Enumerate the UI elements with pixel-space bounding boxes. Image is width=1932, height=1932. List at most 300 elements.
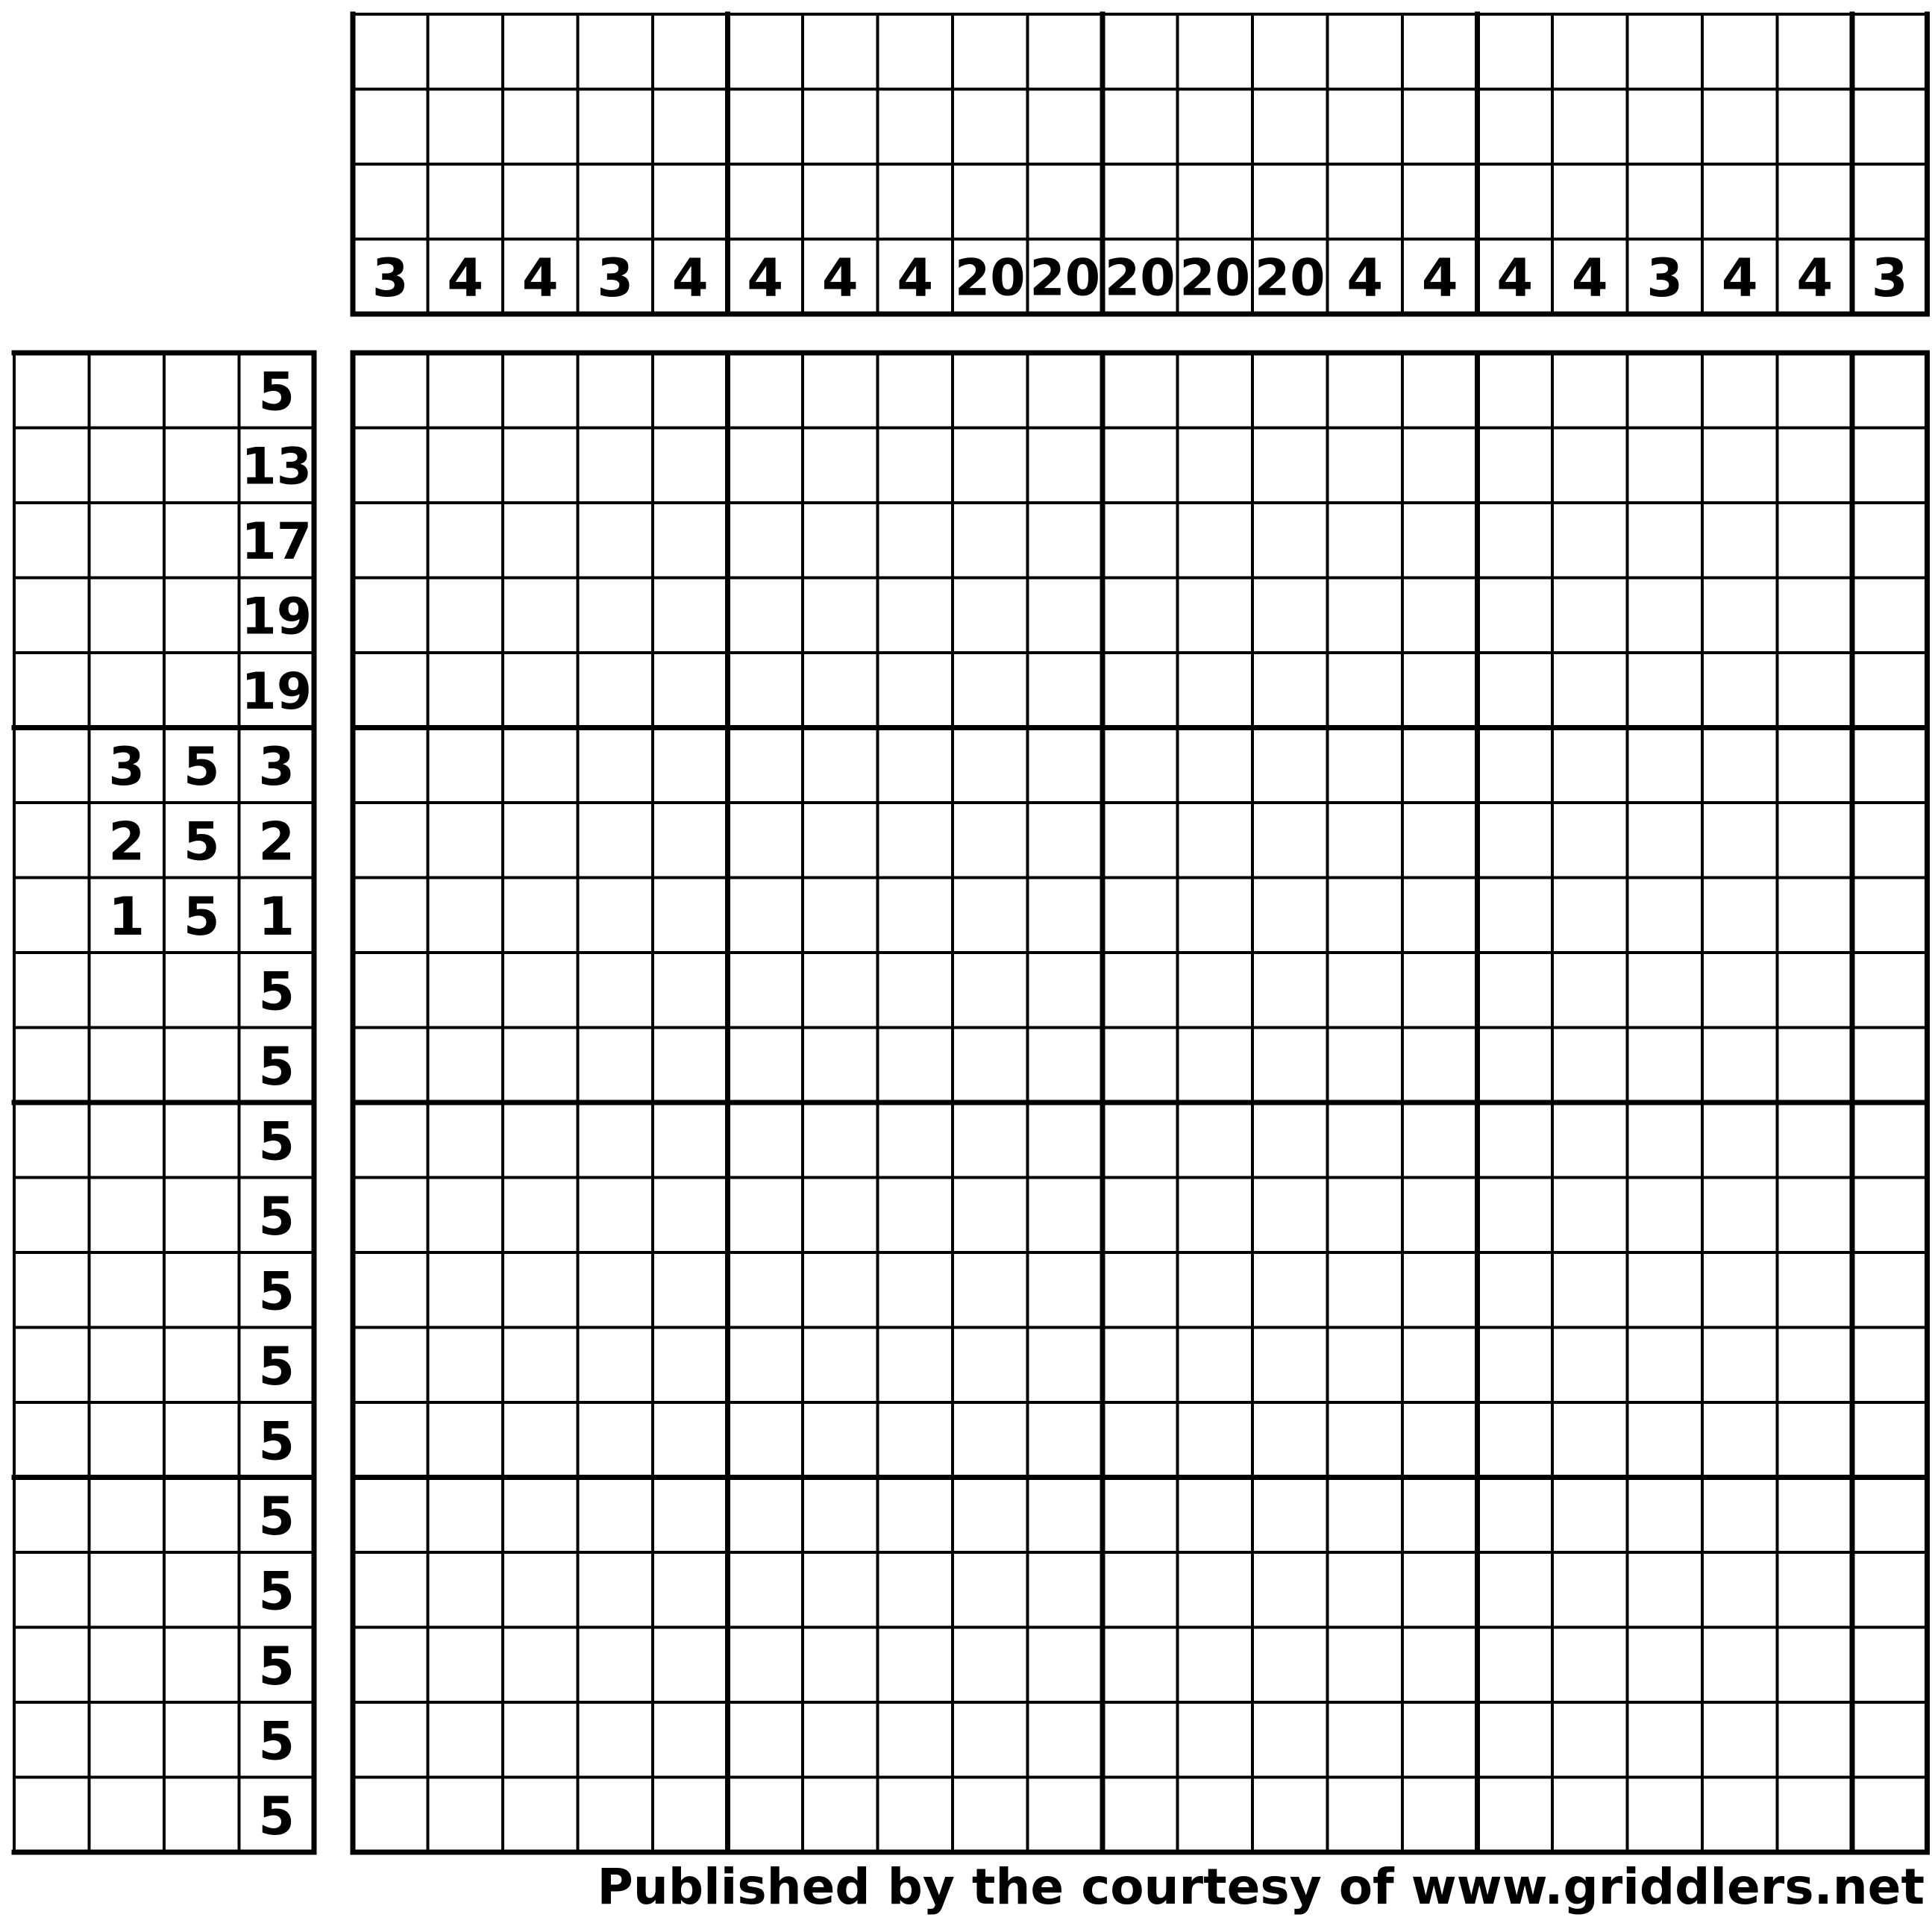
grid-cell[interactable]: [1103, 728, 1178, 803]
grid-cell[interactable]: [953, 503, 1028, 578]
grid-cell[interactable]: [803, 1328, 878, 1403]
grid-cell[interactable]: [953, 803, 1028, 878]
grid-cell[interactable]: [1328, 728, 1403, 803]
grid-cell[interactable]: [1852, 1028, 1928, 1103]
grid-cell[interactable]: [1028, 1628, 1103, 1703]
grid-cell[interactable]: [353, 578, 428, 653]
grid-cell[interactable]: [1252, 653, 1328, 728]
grid-cell[interactable]: [803, 1552, 878, 1628]
grid-cell[interactable]: [1178, 1028, 1253, 1103]
grid-cell[interactable]: [878, 1702, 953, 1778]
grid-cell[interactable]: [1178, 1628, 1253, 1703]
grid-cell[interactable]: [1103, 878, 1178, 953]
grid-cell[interactable]: [578, 878, 653, 953]
grid-cell[interactable]: [1252, 1778, 1328, 1853]
grid-cell[interactable]: [1103, 1328, 1178, 1403]
grid-cell[interactable]: [578, 653, 653, 728]
grid-cell[interactable]: [1702, 1552, 1778, 1628]
grid-cell[interactable]: [728, 1328, 803, 1403]
grid-cell[interactable]: [1628, 1328, 1703, 1403]
grid-cell[interactable]: [878, 1328, 953, 1403]
grid-cell[interactable]: [1778, 953, 1853, 1028]
grid-cell[interactable]: [1778, 428, 1853, 504]
grid-cell[interactable]: [953, 878, 1028, 953]
grid-cell[interactable]: [1252, 1178, 1328, 1253]
grid-cell[interactable]: [503, 1028, 578, 1103]
grid-cell[interactable]: [1778, 728, 1853, 803]
grid-cell[interactable]: [578, 1178, 653, 1253]
grid-cell[interactable]: [503, 653, 578, 728]
grid-cell[interactable]: [803, 1028, 878, 1103]
grid-cell[interactable]: [1402, 1702, 1478, 1778]
grid-cell[interactable]: [578, 1028, 653, 1103]
grid-cell[interactable]: [503, 728, 578, 803]
grid-cell[interactable]: [353, 728, 428, 803]
grid-cell[interactable]: [353, 1028, 428, 1103]
grid-cell[interactable]: [1103, 653, 1178, 728]
grid-cell[interactable]: [803, 1178, 878, 1253]
grid-cell[interactable]: [1103, 1778, 1178, 1853]
grid-cell[interactable]: [653, 428, 728, 504]
grid-cell[interactable]: [728, 428, 803, 504]
grid-cell[interactable]: [1103, 953, 1178, 1028]
grid-cell[interactable]: [728, 1178, 803, 1253]
grid-cell[interactable]: [1702, 653, 1778, 728]
grid-cell[interactable]: [1028, 803, 1103, 878]
grid-cell[interactable]: [728, 1702, 803, 1778]
grid-cell[interactable]: [878, 1778, 953, 1853]
grid-cell[interactable]: [428, 1402, 504, 1478]
grid-cell[interactable]: [653, 878, 728, 953]
grid-cell[interactable]: [728, 1778, 803, 1853]
grid-cell[interactable]: [353, 1628, 428, 1703]
grid-cell[interactable]: [728, 1478, 803, 1553]
grid-cell[interactable]: [353, 953, 428, 1028]
grid-cell[interactable]: [1778, 1328, 1853, 1403]
grid-cell[interactable]: [1028, 1402, 1103, 1478]
grid-cell[interactable]: [1178, 728, 1253, 803]
grid-cell[interactable]: [578, 578, 653, 653]
grid-cell[interactable]: [953, 653, 1028, 728]
grid-cell[interactable]: [578, 1552, 653, 1628]
grid-cell[interactable]: [1852, 1778, 1928, 1853]
grid-cell[interactable]: [1852, 1628, 1928, 1703]
grid-cell[interactable]: [1252, 1028, 1328, 1103]
grid-cell[interactable]: [1252, 878, 1328, 953]
grid-cell[interactable]: [878, 728, 953, 803]
grid-cell[interactable]: [1103, 1028, 1178, 1103]
grid-cell[interactable]: [653, 578, 728, 653]
grid-cell[interactable]: [878, 578, 953, 653]
grid-cell[interactable]: [1702, 953, 1778, 1028]
grid-cell[interactable]: [1103, 1103, 1178, 1178]
grid-cell[interactable]: [653, 1402, 728, 1478]
grid-cell[interactable]: [578, 1402, 653, 1478]
grid-cell[interactable]: [728, 1103, 803, 1178]
grid-cell[interactable]: [1852, 353, 1928, 428]
grid-cell[interactable]: [1478, 1178, 1553, 1253]
grid-cell[interactable]: [1402, 953, 1478, 1028]
grid-cell[interactable]: [353, 1552, 428, 1628]
grid-cell[interactable]: [1252, 803, 1328, 878]
grid-cell[interactable]: [803, 1778, 878, 1853]
grid-cell[interactable]: [1702, 1778, 1778, 1853]
grid-cell[interactable]: [1328, 578, 1403, 653]
grid-cell[interactable]: [353, 353, 428, 428]
grid-cell[interactable]: [803, 803, 878, 878]
grid-cell[interactable]: [728, 953, 803, 1028]
grid-cell[interactable]: [653, 353, 728, 428]
grid-cell[interactable]: [578, 1478, 653, 1553]
grid-cell[interactable]: [353, 1778, 428, 1853]
grid-cell[interactable]: [1702, 1478, 1778, 1553]
grid-cell[interactable]: [1328, 1628, 1403, 1703]
grid-cell[interactable]: [1702, 1402, 1778, 1478]
grid-cell[interactable]: [653, 803, 728, 878]
grid-cell[interactable]: [428, 1178, 504, 1253]
grid-cell[interactable]: [353, 803, 428, 878]
grid-cell[interactable]: [803, 953, 878, 1028]
grid-cell[interactable]: [653, 1778, 728, 1853]
grid-cell[interactable]: [1702, 353, 1778, 428]
grid-cell[interactable]: [728, 1552, 803, 1628]
grid-cell[interactable]: [803, 1402, 878, 1478]
grid-cell[interactable]: [1628, 1402, 1703, 1478]
grid-cell[interactable]: [1628, 653, 1703, 728]
grid-cell[interactable]: [1852, 578, 1928, 653]
grid-cell[interactable]: [1028, 1778, 1103, 1853]
grid-cell[interactable]: [653, 1028, 728, 1103]
grid-cell[interactable]: [953, 1178, 1028, 1253]
grid-cell[interactable]: [1402, 878, 1478, 953]
grid-cell[interactable]: [1628, 428, 1703, 504]
grid-cell[interactable]: [953, 353, 1028, 428]
grid-cell[interactable]: [1852, 653, 1928, 728]
grid-cell[interactable]: [728, 1252, 803, 1328]
grid-cell[interactable]: [653, 953, 728, 1028]
grid-cell[interactable]: [953, 1702, 1028, 1778]
grid-cell[interactable]: [1778, 1552, 1853, 1628]
grid-cell[interactable]: [1852, 1103, 1928, 1178]
grid-cell[interactable]: [503, 953, 578, 1028]
grid-cell[interactable]: [1628, 1778, 1703, 1853]
grid-cell[interactable]: [653, 1103, 728, 1178]
grid-cell[interactable]: [1778, 578, 1853, 653]
grid-cell[interactable]: [578, 1103, 653, 1178]
grid-cell[interactable]: [1702, 1028, 1778, 1103]
grid-cell[interactable]: [1552, 1178, 1628, 1253]
grid-cell[interactable]: [653, 1702, 728, 1778]
grid-cell[interactable]: [1028, 1328, 1103, 1403]
grid-cell[interactable]: [953, 728, 1028, 803]
grid-cell[interactable]: [803, 878, 878, 953]
grid-cell[interactable]: [1028, 1552, 1103, 1628]
grid-cell[interactable]: [1328, 803, 1403, 878]
grid-cell[interactable]: [1552, 1328, 1628, 1403]
grid-cell[interactable]: [1628, 578, 1703, 653]
grid-cell[interactable]: [1628, 1702, 1703, 1778]
grid-cell[interactable]: [428, 953, 504, 1028]
grid-cell[interactable]: [1552, 953, 1628, 1028]
grid-cell[interactable]: [1552, 1028, 1628, 1103]
grid-cell[interactable]: [1628, 878, 1703, 953]
grid-cell[interactable]: [878, 1478, 953, 1553]
grid-cell[interactable]: [953, 578, 1028, 653]
grid-cell[interactable]: [1852, 1402, 1928, 1478]
grid-cell[interactable]: [1702, 503, 1778, 578]
grid-cell[interactable]: [1103, 428, 1178, 504]
grid-cell[interactable]: [1852, 878, 1928, 953]
grid-cell[interactable]: [1328, 953, 1403, 1028]
grid-cell[interactable]: [1103, 1702, 1178, 1778]
grid-cell[interactable]: [1628, 953, 1703, 1028]
grid-cell[interactable]: [878, 1628, 953, 1703]
grid-cell[interactable]: [1103, 353, 1178, 428]
grid-cell[interactable]: [503, 878, 578, 953]
grid-cell[interactable]: [653, 1552, 728, 1628]
grid-cell[interactable]: [1552, 728, 1628, 803]
grid-cell[interactable]: [1852, 1328, 1928, 1403]
grid-cell[interactable]: [1178, 878, 1253, 953]
grid-cell[interactable]: [1402, 1178, 1478, 1253]
grid-cell[interactable]: [653, 1328, 728, 1403]
grid-cell[interactable]: [1702, 1702, 1778, 1778]
grid-cell[interactable]: [1702, 803, 1778, 878]
grid-cell[interactable]: [503, 1252, 578, 1328]
grid-cell[interactable]: [1028, 1252, 1103, 1328]
grid-cell[interactable]: [1178, 1252, 1253, 1328]
grid-cell[interactable]: [1778, 1778, 1853, 1853]
grid-cell[interactable]: [1478, 1028, 1553, 1103]
grid-cell[interactable]: [1628, 1628, 1703, 1703]
grid-cell[interactable]: [878, 653, 953, 728]
grid-cell[interactable]: [503, 503, 578, 578]
grid-cell[interactable]: [353, 1252, 428, 1328]
grid-cell[interactable]: [1702, 1328, 1778, 1403]
grid-cell[interactable]: [1702, 1103, 1778, 1178]
grid-cell[interactable]: [1552, 1552, 1628, 1628]
grid-cell[interactable]: [1178, 803, 1253, 878]
grid-cell[interactable]: [803, 728, 878, 803]
grid-cell[interactable]: [728, 503, 803, 578]
grid-cell[interactable]: [878, 1552, 953, 1628]
grid-cell[interactable]: [428, 1778, 504, 1853]
grid-cell[interactable]: [1328, 1702, 1403, 1778]
grid-cell[interactable]: [1103, 578, 1178, 653]
grid-cell[interactable]: [953, 1628, 1028, 1703]
grid-cell[interactable]: [1178, 1328, 1253, 1403]
grid-cell[interactable]: [1328, 353, 1403, 428]
grid-cell[interactable]: [578, 1702, 653, 1778]
grid-cell[interactable]: [953, 1252, 1028, 1328]
grid-cell[interactable]: [1028, 1478, 1103, 1553]
grid-cell[interactable]: [1478, 1328, 1553, 1403]
grid-cell[interactable]: [1252, 728, 1328, 803]
grid-cell[interactable]: [1028, 353, 1103, 428]
grid-cell[interactable]: [1552, 503, 1628, 578]
grid-cell[interactable]: [503, 353, 578, 428]
grid-cell[interactable]: [1552, 1778, 1628, 1853]
grid-cell[interactable]: [1028, 728, 1103, 803]
grid-cell[interactable]: [1103, 1252, 1178, 1328]
grid-cell[interactable]: [1103, 1178, 1178, 1253]
grid-cell[interactable]: [1478, 1478, 1553, 1553]
grid-cell[interactable]: [803, 1702, 878, 1778]
grid-cell[interactable]: [1478, 1552, 1553, 1628]
grid-cell[interactable]: [1328, 1252, 1403, 1328]
grid-cell[interactable]: [953, 428, 1028, 504]
grid-cell[interactable]: [1778, 1478, 1853, 1553]
grid-cell[interactable]: [953, 1103, 1028, 1178]
grid-cell[interactable]: [803, 653, 878, 728]
grid-cell[interactable]: [428, 353, 504, 428]
grid-cell[interactable]: [1028, 1702, 1103, 1778]
grid-cell[interactable]: [1028, 878, 1103, 953]
grid-cell[interactable]: [878, 803, 953, 878]
grid-cell[interactable]: [878, 503, 953, 578]
grid-cell[interactable]: [428, 1702, 504, 1778]
grid-cell[interactable]: [1178, 578, 1253, 653]
grid-cell[interactable]: [1778, 1252, 1853, 1328]
grid-cell[interactable]: [1402, 1478, 1478, 1553]
grid-cell[interactable]: [1103, 1402, 1178, 1478]
grid-cell[interactable]: [578, 503, 653, 578]
grid-cell[interactable]: [953, 1552, 1028, 1628]
grid-cell[interactable]: [1552, 1478, 1628, 1553]
grid-cell[interactable]: [878, 1178, 953, 1253]
grid-cell[interactable]: [1402, 653, 1478, 728]
grid-cell[interactable]: [728, 353, 803, 428]
grid-cell[interactable]: [428, 503, 504, 578]
grid-cell[interactable]: [1478, 428, 1553, 504]
grid-cell[interactable]: [578, 1778, 653, 1853]
grid-cell[interactable]: [1178, 1103, 1253, 1178]
grid-cell[interactable]: [1328, 428, 1403, 504]
grid-cell[interactable]: [578, 953, 653, 1028]
grid-cell[interactable]: [1402, 1328, 1478, 1403]
grid-cell[interactable]: [1028, 953, 1103, 1028]
grid-cell[interactable]: [1478, 353, 1553, 428]
grid-cell[interactable]: [728, 803, 803, 878]
grid-cell[interactable]: [503, 1178, 578, 1253]
grid-cell[interactable]: [353, 503, 428, 578]
grid-cell[interactable]: [953, 1402, 1028, 1478]
grid-cell[interactable]: [1178, 1552, 1253, 1628]
grid-cell[interactable]: [1628, 1028, 1703, 1103]
grid-cell[interactable]: [1852, 1178, 1928, 1253]
grid-cell[interactable]: [1552, 878, 1628, 953]
grid-cell[interactable]: [1552, 1252, 1628, 1328]
grid-cell[interactable]: [1478, 878, 1553, 953]
grid-cell[interactable]: [1252, 1402, 1328, 1478]
grid-cell[interactable]: [578, 1252, 653, 1328]
grid-cell[interactable]: [1178, 1478, 1253, 1553]
grid-cell[interactable]: [1628, 1178, 1703, 1253]
grid-cell[interactable]: [1552, 1103, 1628, 1178]
grid-cell[interactable]: [1028, 578, 1103, 653]
grid-cell[interactable]: [503, 1628, 578, 1703]
grid-cell[interactable]: [1552, 803, 1628, 878]
grid-cell[interactable]: [428, 653, 504, 728]
grid-cell[interactable]: [503, 803, 578, 878]
grid-cell[interactable]: [1852, 728, 1928, 803]
grid-cell[interactable]: [1778, 503, 1853, 578]
grid-cell[interactable]: [1478, 728, 1553, 803]
grid-cell[interactable]: [728, 653, 803, 728]
grid-cell[interactable]: [653, 1252, 728, 1328]
grid-cell[interactable]: [1478, 653, 1553, 728]
grid-cell[interactable]: [803, 503, 878, 578]
grid-cell[interactable]: [578, 353, 653, 428]
grid-cell[interactable]: [1402, 503, 1478, 578]
grid-cell[interactable]: [428, 578, 504, 653]
grid-cell[interactable]: [1478, 578, 1553, 653]
grid-cell[interactable]: [653, 728, 728, 803]
grid-cell[interactable]: [578, 1328, 653, 1403]
grid-cell[interactable]: [878, 1252, 953, 1328]
grid-cell[interactable]: [1702, 578, 1778, 653]
grid-cell[interactable]: [1252, 1552, 1328, 1628]
grid-cell[interactable]: [803, 578, 878, 653]
grid-cell[interactable]: [1552, 653, 1628, 728]
grid-cell[interactable]: [1402, 1028, 1478, 1103]
grid-cell[interactable]: [1252, 1478, 1328, 1553]
grid-cell[interactable]: [728, 728, 803, 803]
grid-cell[interactable]: [1103, 1628, 1178, 1703]
grid-cell[interactable]: [1552, 353, 1628, 428]
grid-cell[interactable]: [728, 878, 803, 953]
grid-cell[interactable]: [1778, 1702, 1853, 1778]
grid-cell[interactable]: [1852, 1702, 1928, 1778]
grid-cell[interactable]: [653, 1178, 728, 1253]
grid-cell[interactable]: [503, 578, 578, 653]
grid-cell[interactable]: [953, 1478, 1028, 1553]
grid-cell[interactable]: [353, 653, 428, 728]
grid-cell[interactable]: [428, 728, 504, 803]
grid-cell[interactable]: [1402, 1252, 1478, 1328]
grid-cell[interactable]: [1402, 428, 1478, 504]
grid-cell[interactable]: [1178, 1702, 1253, 1778]
grid-cell[interactable]: [653, 503, 728, 578]
grid-cell[interactable]: [1402, 803, 1478, 878]
grid-cell[interactable]: [1402, 353, 1478, 428]
grid-cell[interactable]: [353, 1402, 428, 1478]
grid-cell[interactable]: [1778, 1402, 1853, 1478]
grid-cell[interactable]: [353, 1178, 428, 1253]
grid-cell[interactable]: [1478, 503, 1553, 578]
grid-cell[interactable]: [353, 1328, 428, 1403]
grid-cell[interactable]: [503, 1103, 578, 1178]
grid-cell[interactable]: [1478, 1628, 1553, 1703]
grid-cell[interactable]: [1852, 803, 1928, 878]
grid-cell[interactable]: [1852, 1552, 1928, 1628]
grid-cell[interactable]: [1178, 1178, 1253, 1253]
grid-cell[interactable]: [728, 1628, 803, 1703]
grid-cell[interactable]: [803, 1252, 878, 1328]
grid-cell[interactable]: [1478, 1778, 1553, 1853]
grid-cell[interactable]: [803, 1103, 878, 1178]
grid-cell[interactable]: [1478, 1103, 1553, 1178]
grid-cell[interactable]: [428, 1328, 504, 1403]
grid-cell[interactable]: [1778, 353, 1853, 428]
grid-cell[interactable]: [1628, 1252, 1703, 1328]
grid-cell[interactable]: [1028, 428, 1103, 504]
grid-cell[interactable]: [1028, 1178, 1103, 1253]
grid-cell[interactable]: [353, 1103, 428, 1178]
grid-cell[interactable]: [653, 653, 728, 728]
grid-cell[interactable]: [1628, 1552, 1703, 1628]
grid-cell[interactable]: [1778, 1628, 1853, 1703]
